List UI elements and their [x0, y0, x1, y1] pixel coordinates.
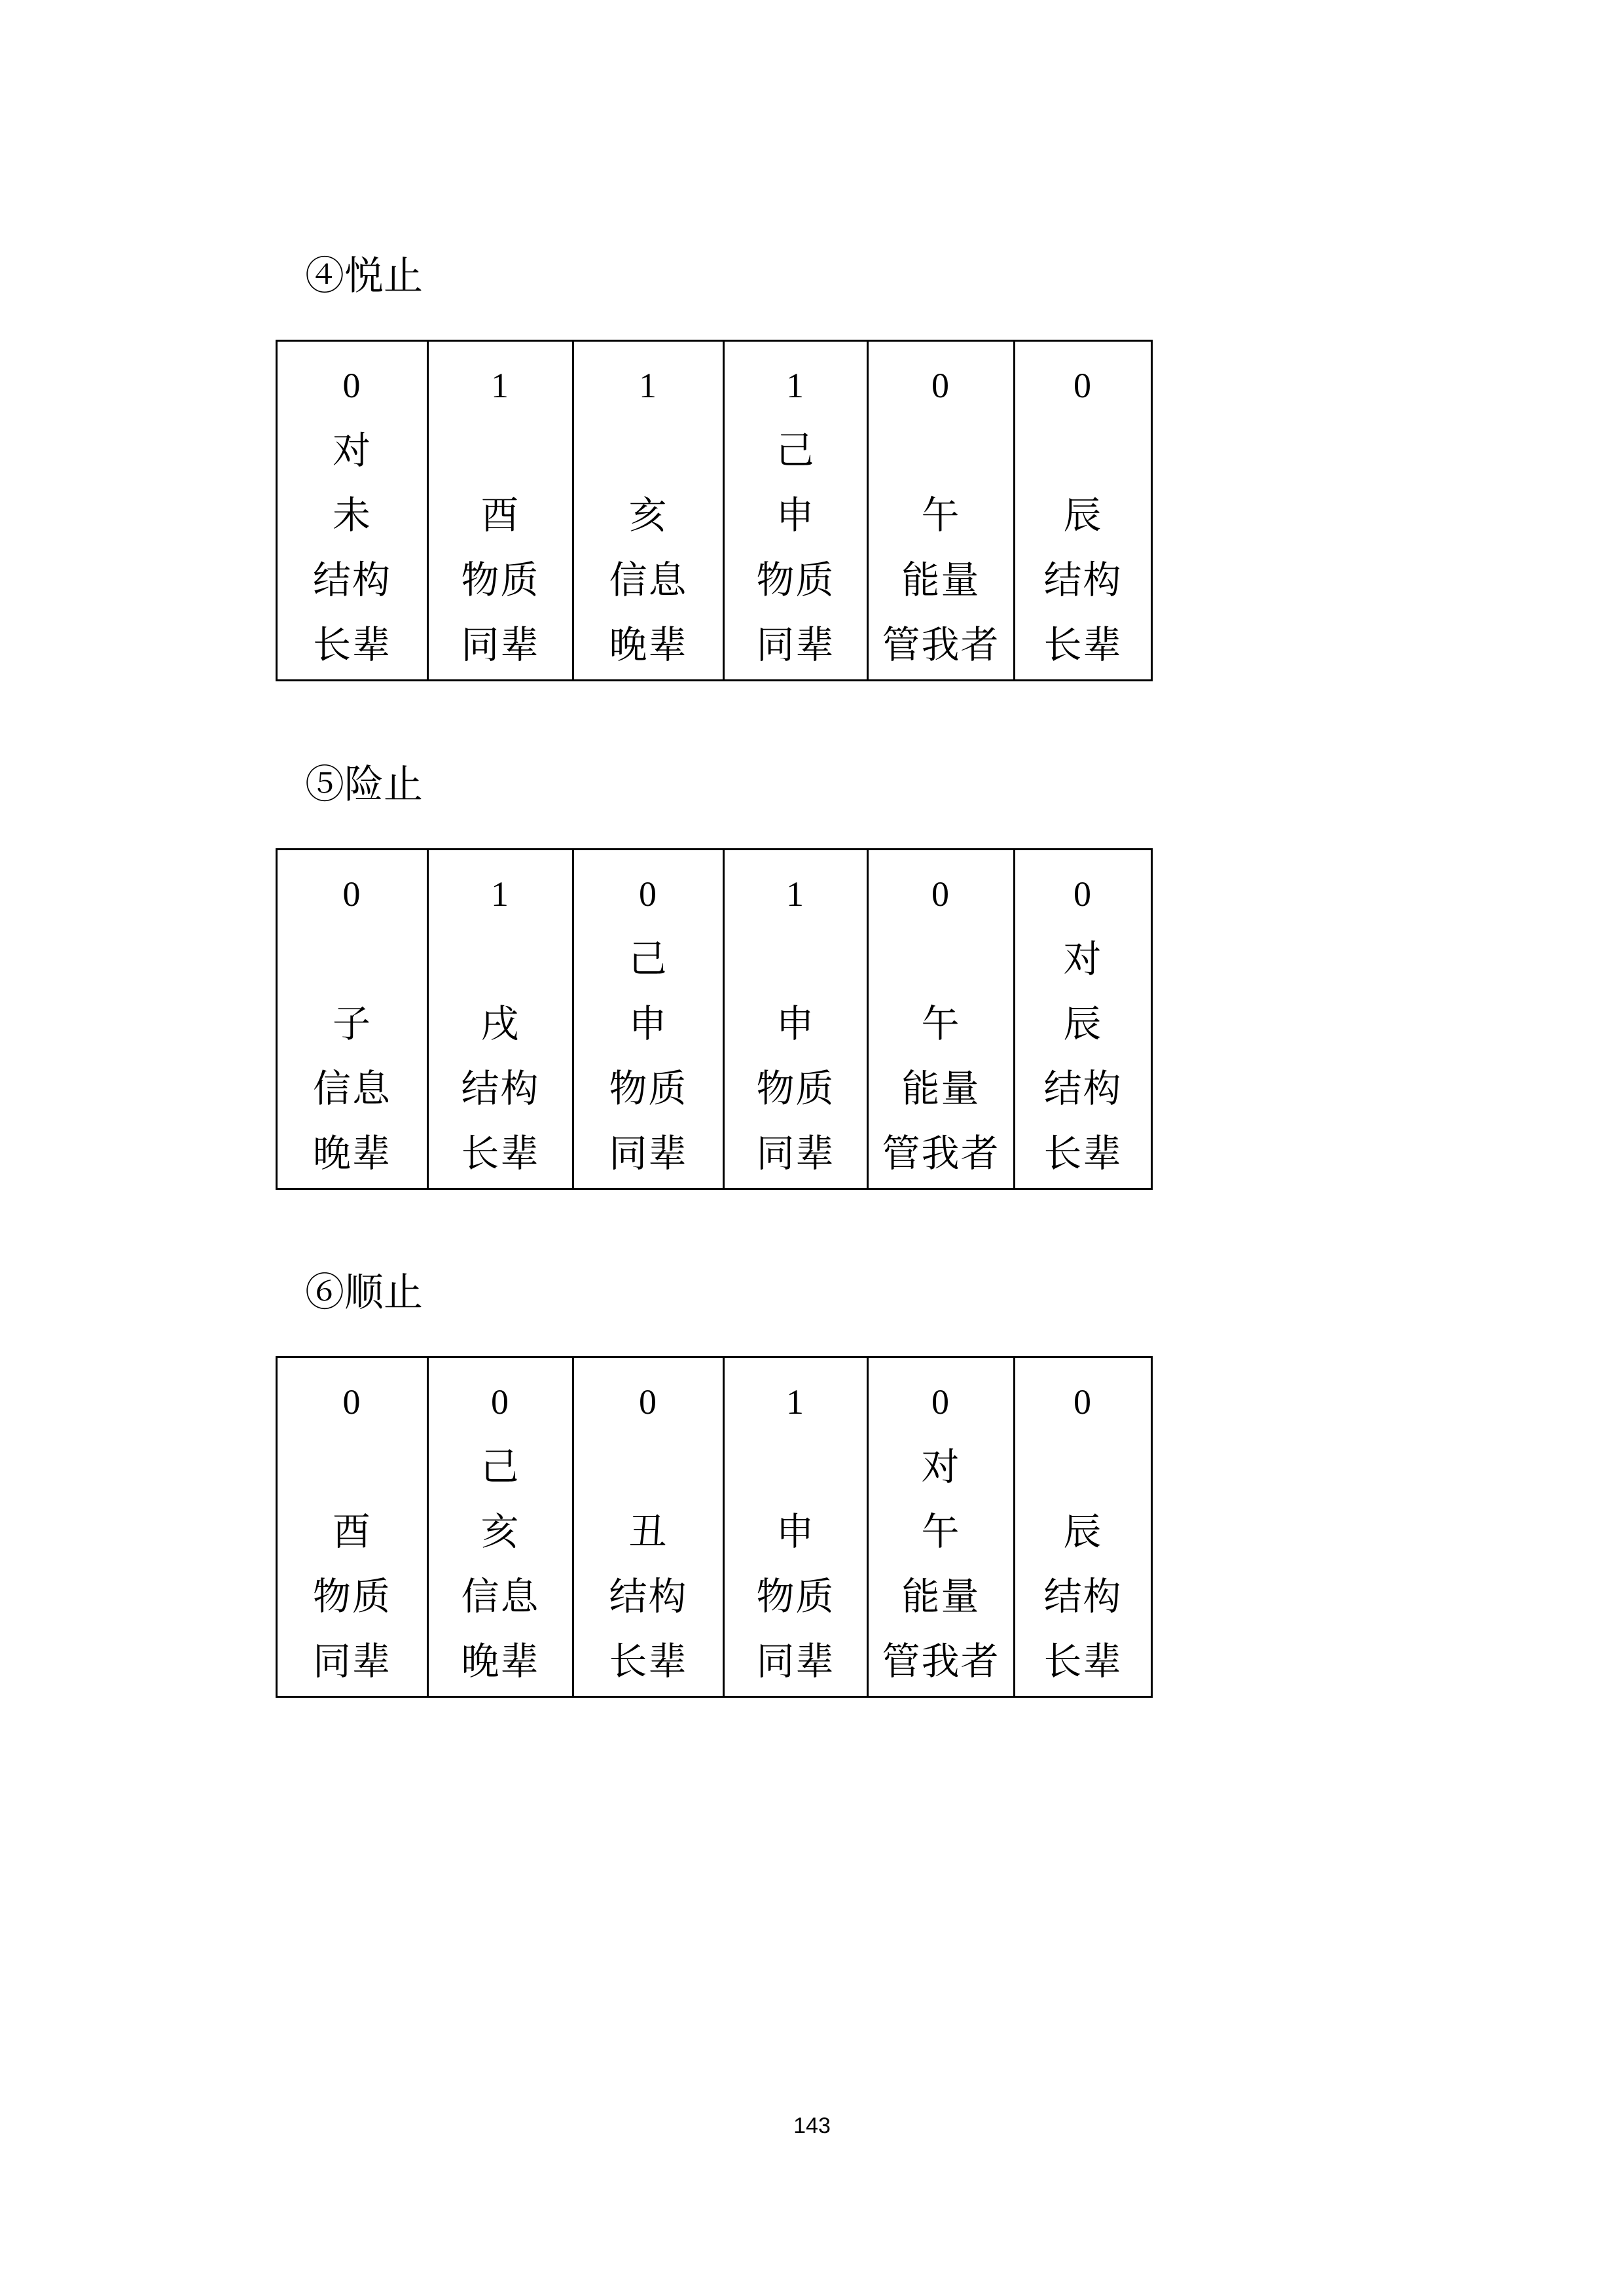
generation-label: 同辈: [756, 1639, 835, 1683]
element-type: 结构: [1043, 1574, 1123, 1619]
branch-char: 戌: [480, 1001, 520, 1046]
generation-label: 同辈: [756, 622, 835, 667]
bit-value: 0: [639, 1382, 658, 1422]
element-type: 物质: [756, 1066, 835, 1111]
element-type: 物质: [312, 1574, 391, 1619]
page-number: 143: [793, 2113, 831, 2138]
generation-label: 同辈: [461, 622, 540, 667]
generation-label: 长辈: [1043, 1639, 1123, 1683]
bit-value: 1: [491, 874, 510, 914]
element-type: 信息: [461, 1574, 540, 1619]
element-type: 结构: [1043, 1066, 1123, 1111]
table-column: [427, 342, 572, 679]
branch-char: 申: [776, 1001, 816, 1046]
branch-char: 酉: [332, 1509, 372, 1554]
generation-label: 长辈: [1043, 1131, 1123, 1175]
table-column: [278, 850, 427, 1188]
relation-marker: 己: [480, 1444, 520, 1489]
bit-value: 0: [342, 874, 362, 914]
section-title: ⑤险止: [305, 762, 423, 808]
trigram-table: [276, 340, 1153, 681]
branch-char: 辰: [1063, 493, 1103, 537]
element-type: 结构: [1043, 558, 1123, 602]
table-column: [572, 342, 723, 679]
table-column: [278, 342, 427, 679]
generation-label: 晚辈: [609, 622, 688, 667]
element-type: 信息: [609, 558, 688, 602]
branch-char: 酉: [480, 493, 520, 537]
table-column: [572, 1358, 723, 1696]
element-type: 能量: [901, 558, 981, 602]
generation-label: 长辈: [461, 1131, 540, 1175]
table-column: [1013, 850, 1151, 1188]
table-column: [572, 850, 723, 1188]
trigram-table: [276, 1356, 1153, 1698]
table-column: [723, 850, 867, 1188]
table-column: [1013, 342, 1151, 679]
bit-value: 1: [786, 874, 805, 914]
bit-value: 0: [931, 1382, 950, 1422]
generation-label: 晚辈: [461, 1639, 540, 1683]
table-column: [723, 342, 867, 679]
element-type: 物质: [609, 1066, 688, 1111]
bit-value: 0: [639, 874, 658, 914]
section-title: ④悦止: [305, 253, 423, 299]
bit-value: 0: [931, 366, 950, 405]
branch-char: 丑: [628, 1509, 668, 1554]
bit-value: 1: [786, 1382, 805, 1422]
table-column: [1013, 1358, 1151, 1696]
element-type: 物质: [756, 558, 835, 602]
bit-value: 0: [931, 874, 950, 914]
bit-value: 1: [639, 366, 658, 405]
table-column: [278, 1358, 427, 1696]
branch-char: 午: [921, 1509, 961, 1554]
generation-label: 管我者: [882, 1639, 1000, 1683]
table-column: [427, 1358, 572, 1696]
branch-char: 亥: [628, 493, 668, 537]
branch-char: 辰: [1063, 1509, 1103, 1554]
generation-label: 长辈: [1043, 622, 1123, 667]
bit-value: 0: [1074, 874, 1092, 914]
branch-char: 亥: [480, 1509, 520, 1554]
branch-char: 申: [776, 1509, 816, 1554]
bit-value: 1: [491, 366, 510, 405]
bit-value: 0: [342, 1382, 362, 1422]
bit-value: 0: [491, 1382, 510, 1422]
relation-marker: 对: [332, 428, 372, 473]
table-column: [867, 1358, 1013, 1696]
relation-marker: 己: [776, 428, 816, 473]
element-type: 结构: [461, 1066, 540, 1111]
element-type: 能量: [901, 1574, 981, 1619]
bit-value: 0: [342, 366, 362, 405]
generation-label: 管我者: [882, 622, 1000, 667]
section-title: ⑥顺止: [305, 1270, 423, 1316]
branch-char: 子: [332, 1001, 372, 1046]
table-column: [427, 850, 572, 1188]
element-type: 信息: [312, 1066, 391, 1111]
branch-char: 申: [628, 1001, 668, 1046]
bit-value: 1: [786, 366, 805, 405]
relation-marker: 对: [921, 1444, 961, 1489]
element-type: 能量: [901, 1066, 981, 1111]
trigram-table: [276, 848, 1153, 1190]
generation-label: 晚辈: [312, 1131, 391, 1175]
branch-char: 午: [921, 1001, 961, 1046]
generation-label: 同辈: [609, 1131, 688, 1175]
branch-char: 辰: [1063, 1001, 1103, 1046]
element-type: 结构: [312, 558, 391, 602]
table-column: [723, 1358, 867, 1696]
table-column: [867, 850, 1013, 1188]
generation-label: 同辈: [312, 1639, 391, 1683]
branch-char: 午: [921, 493, 961, 537]
generation-label: 同辈: [756, 1131, 835, 1175]
generation-label: 长辈: [312, 622, 391, 667]
generation-label: 管我者: [882, 1131, 1000, 1175]
branch-char: 未: [332, 493, 372, 537]
element-type: 结构: [609, 1574, 688, 1619]
relation-marker: 己: [628, 937, 668, 981]
table-column: [867, 342, 1013, 679]
bit-value: 0: [1074, 366, 1092, 405]
branch-char: 申: [776, 493, 816, 537]
bit-value: 0: [1074, 1382, 1092, 1422]
relation-marker: 对: [1063, 937, 1103, 981]
element-type: 物质: [756, 1574, 835, 1619]
element-type: 物质: [461, 558, 540, 602]
generation-label: 长辈: [609, 1639, 688, 1683]
